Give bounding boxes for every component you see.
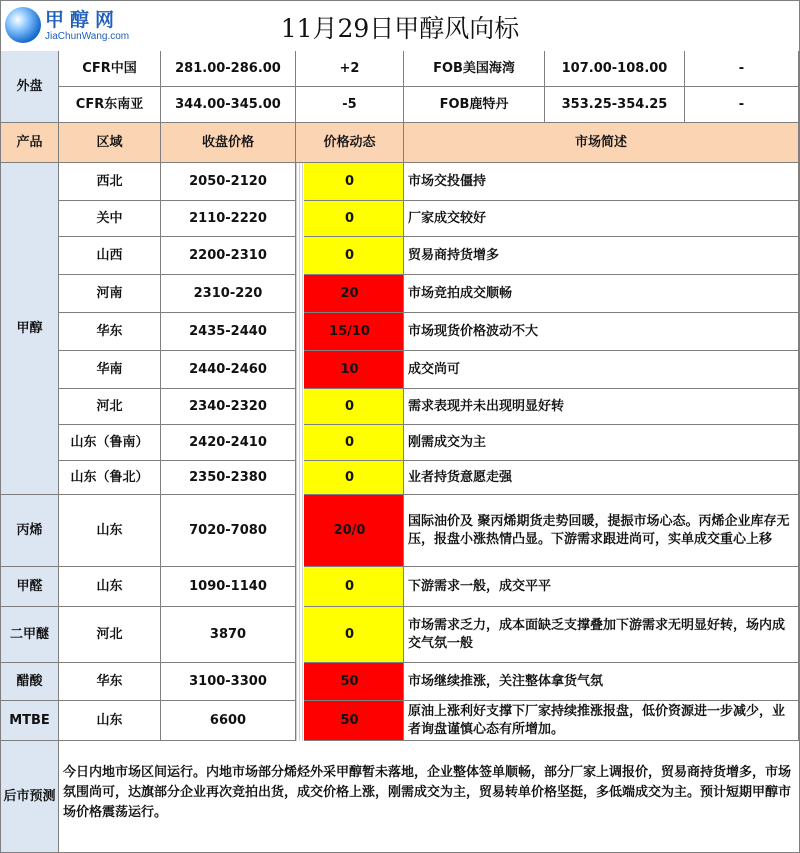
price-cell: 1090-1140: [161, 567, 296, 607]
price-cell: 2435-2440: [161, 313, 296, 351]
change-cell: 0: [296, 201, 404, 237]
region-cell: 华东: [59, 663, 161, 701]
change-cell: 0: [296, 607, 404, 663]
region-cell: 山东: [59, 495, 161, 567]
external-market: CFR东南亚: [59, 87, 161, 123]
desc-cell: 需求表现并未出现明显好转: [404, 389, 799, 425]
external-change-2: -: [685, 87, 799, 123]
forecast-text: 今日内地市场区间运行。内地市场部分烯烃外采甲醇暂未落地，企业整体签单顺畅，部分厂家上调报价，贸易商持货增多，市场氛围尚可，达旗部分企业再次竞拍出货，成交价格上涨，刚需成交为主，贸易转单价格坚挺，多低端成交为主。预计短期甲醇市场价格震荡运行。: [63, 765, 792, 820]
external-market-2: FOB鹿特丹: [404, 87, 545, 123]
column-divider: [296, 163, 304, 741]
col-header-product: 产品: [1, 123, 59, 163]
external-price: 281.00-286.00: [161, 51, 296, 87]
region-cell: 山东: [59, 567, 161, 607]
desc-cell: 市场需求乏力，成本面缺乏支撑叠加下游需求无明显好转，场内成交气氛一般: [404, 607, 799, 663]
product-propylene: 丙烯: [1, 495, 59, 567]
region-cell: 华南: [59, 351, 161, 389]
product-dme: 二甲醚: [1, 607, 59, 663]
price-cell: 7020-7080: [161, 495, 296, 567]
price-cell: 2340-2320: [161, 389, 296, 425]
external-market-2: FOB美国海湾: [404, 51, 545, 87]
price-cell: 2110-2220: [161, 201, 296, 237]
desc-cell: 刚需成交为主: [404, 425, 799, 461]
forecast-label: 后市预测: [1, 741, 59, 852]
col-header-price: 收盘价格: [161, 123, 296, 163]
desc-cell: 贸易商持货增多: [404, 237, 799, 275]
logo-url: JiaChunWang.com: [45, 31, 130, 42]
price-cell: 2050-2120: [161, 163, 296, 201]
region-cell: 河北: [59, 607, 161, 663]
region-cell: 华东: [59, 313, 161, 351]
change-cell: 0: [296, 461, 404, 495]
desc-cell: 厂家成交较好: [404, 201, 799, 237]
change-cell: 0: [296, 237, 404, 275]
external-change: +2: [296, 51, 404, 87]
product-acetic-acid: 醋酸: [1, 663, 59, 701]
price-cell: 3100-3300: [161, 663, 296, 701]
region-cell: 山东: [59, 701, 161, 741]
change-cell: 15/10: [296, 313, 404, 351]
external-market: CFR中国: [59, 51, 161, 87]
external-price: 344.00-345.00: [161, 87, 296, 123]
change-cell: 0: [296, 567, 404, 607]
desc-cell: 原油上涨利好支撑下厂家持续推涨报盘，低价资源进一步减少，业者询盘谨慎心态有所增加。: [404, 701, 799, 741]
logo-text: 甲醇网: [45, 9, 121, 31]
desc-cell: 国际油价及 聚丙烯期货走势回暖，提振市场心态。丙烯企业库存无压，报盘小涨热情凸显。下游需求跟进尚可，实单成交重心上移: [404, 495, 799, 567]
price-cell: 2200-2310: [161, 237, 296, 275]
desc-cell: 业者持货意愿走强: [404, 461, 799, 495]
external-price-2: 353.25-354.25: [545, 87, 685, 123]
external-label: 外盘: [1, 51, 59, 123]
col-header-region: 区域: [59, 123, 161, 163]
external-change-2: -: [685, 51, 799, 87]
change-cell: 20/0: [296, 495, 404, 567]
price-cell: 6600: [161, 701, 296, 741]
change-cell: 0: [296, 163, 404, 201]
change-cell: 50: [296, 701, 404, 741]
desc-cell: 市场交投僵持: [404, 163, 799, 201]
external-price-2: 107.00-108.00: [545, 51, 685, 87]
price-cell: 2440-2460: [161, 351, 296, 389]
product-methanol: 甲醇: [1, 163, 59, 495]
desc-cell: 市场现货价格波动不大: [404, 313, 799, 351]
change-cell: 0: [296, 425, 404, 461]
external-change: -5: [296, 87, 404, 123]
region-cell: 关中: [59, 201, 161, 237]
product-mtbe: MTBE: [1, 701, 59, 741]
col-header-change: 价格动态: [296, 123, 404, 163]
price-cell: 2350-2380: [161, 461, 296, 495]
header-bar: [1, 1, 799, 52]
desc-cell: 下游需求一般，成交平平: [404, 567, 799, 607]
region-cell: 西北: [59, 163, 161, 201]
price-cell: 2310-220: [161, 275, 296, 313]
region-cell: 山西: [59, 237, 161, 275]
region-cell: 山东（鲁南）: [59, 425, 161, 461]
region-cell: 河北: [59, 389, 161, 425]
change-cell: 20: [296, 275, 404, 313]
col-header-desc: 市场简述: [404, 123, 799, 163]
region-cell: 河南: [59, 275, 161, 313]
region-cell: 山东（鲁北）: [59, 461, 161, 495]
product-formaldehyde: 甲醛: [1, 567, 59, 607]
change-cell: 0: [296, 389, 404, 425]
page-title: 11月29日甲醇风向标: [280, 14, 520, 43]
price-cell: 3870: [161, 607, 296, 663]
desc-cell: 成交尚可: [404, 351, 799, 389]
change-cell: 10: [296, 351, 404, 389]
change-cell: 50: [296, 663, 404, 701]
price-cell: 2420-2410: [161, 425, 296, 461]
desc-cell: 市场竞拍成交顺畅: [404, 275, 799, 313]
desc-cell: 市场继续推涨，关注整体拿货气氛: [404, 663, 799, 701]
